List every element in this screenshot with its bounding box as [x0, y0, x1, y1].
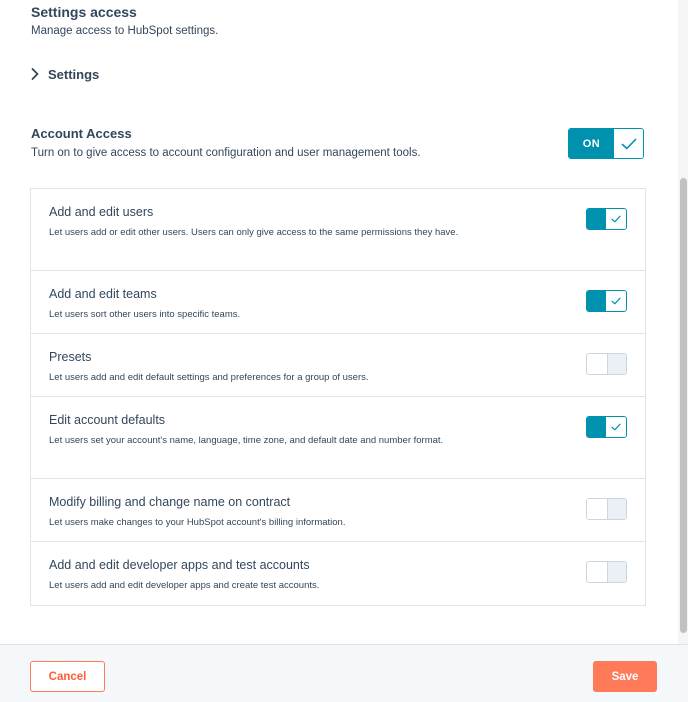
permission-row-presets	[31, 334, 645, 397]
switch-fill	[587, 291, 605, 311]
settings-access-title: Settings access	[31, 4, 137, 20]
switch-knob	[587, 562, 608, 582]
permission-row-add-edit-users	[31, 189, 645, 271]
permission-title: Modify billing and change name on contract	[49, 495, 291, 509]
save-button[interactable]: Save	[593, 661, 657, 692]
checkmark-icon	[614, 129, 643, 158]
permission-description: Let users sort other users into specific teams.	[49, 309, 241, 320]
checkmark-icon	[605, 417, 626, 437]
permission-switch-add-edit-users[interactable]	[586, 208, 627, 230]
switch-track	[608, 562, 626, 582]
permission-title: Add and edit developer apps and test accounts	[49, 558, 310, 572]
permission-row-modify-billing	[31, 479, 645, 542]
switch-fill	[587, 417, 605, 437]
permission-title: Presets	[49, 350, 92, 364]
switch-knob	[587, 499, 608, 519]
permission-switch-developer-apps[interactable]	[586, 561, 627, 583]
switch-knob	[587, 354, 608, 374]
footer-bar	[0, 644, 688, 702]
vertical-scrollbar[interactable]	[678, 0, 688, 644]
permissions-list	[30, 188, 646, 606]
permission-switch-modify-billing[interactable]	[586, 498, 627, 520]
permission-row-edit-account-defaults	[31, 397, 645, 479]
permission-switch-presets[interactable]	[586, 353, 627, 375]
cancel-button[interactable]: Cancel	[30, 661, 105, 692]
switch-track	[608, 499, 626, 519]
permission-row-developer-apps	[31, 542, 645, 605]
permission-title: Add and edit users	[49, 205, 154, 219]
permission-title: Edit account defaults	[49, 413, 166, 427]
permission-switch-edit-account-defaults[interactable]	[586, 416, 627, 438]
permission-description: Let users add and edit default settings and preferences for a group of users.	[49, 372, 369, 383]
account-access-title: Account Access	[31, 126, 132, 141]
permission-description: Let users make changes to your HubSpot account's billing information.	[49, 517, 346, 528]
permission-description: Let users set your account's name, language, time zone, and default date and number format.	[49, 435, 444, 446]
account-access-switch[interactable]	[568, 128, 644, 159]
permission-switch-add-edit-teams[interactable]	[586, 290, 627, 312]
permission-row-add-edit-teams	[31, 271, 645, 334]
permission-title: Add and edit teams	[49, 287, 157, 301]
settings-expand-toggle[interactable]	[28, 64, 99, 84]
account-access-switch-label: ON	[569, 129, 614, 158]
settings-access-description: Manage access to HubSpot settings.	[31, 25, 219, 37]
scrollbar-thumb[interactable]	[680, 178, 687, 633]
switch-track	[608, 354, 626, 374]
permission-description: Let users add and edit developer apps and create test accounts.	[49, 580, 320, 591]
switch-fill	[587, 209, 605, 229]
permission-description: Let users add or edit other users. Users can only give access to the same permissions they have.	[49, 227, 459, 238]
checkmark-icon	[605, 209, 626, 229]
settings-expand-label: Settings	[48, 66, 100, 82]
chevron-right-icon	[28, 64, 42, 84]
checkmark-icon	[605, 291, 626, 311]
account-access-description: Turn on to give access to account configuration and user management tools.	[31, 147, 421, 159]
